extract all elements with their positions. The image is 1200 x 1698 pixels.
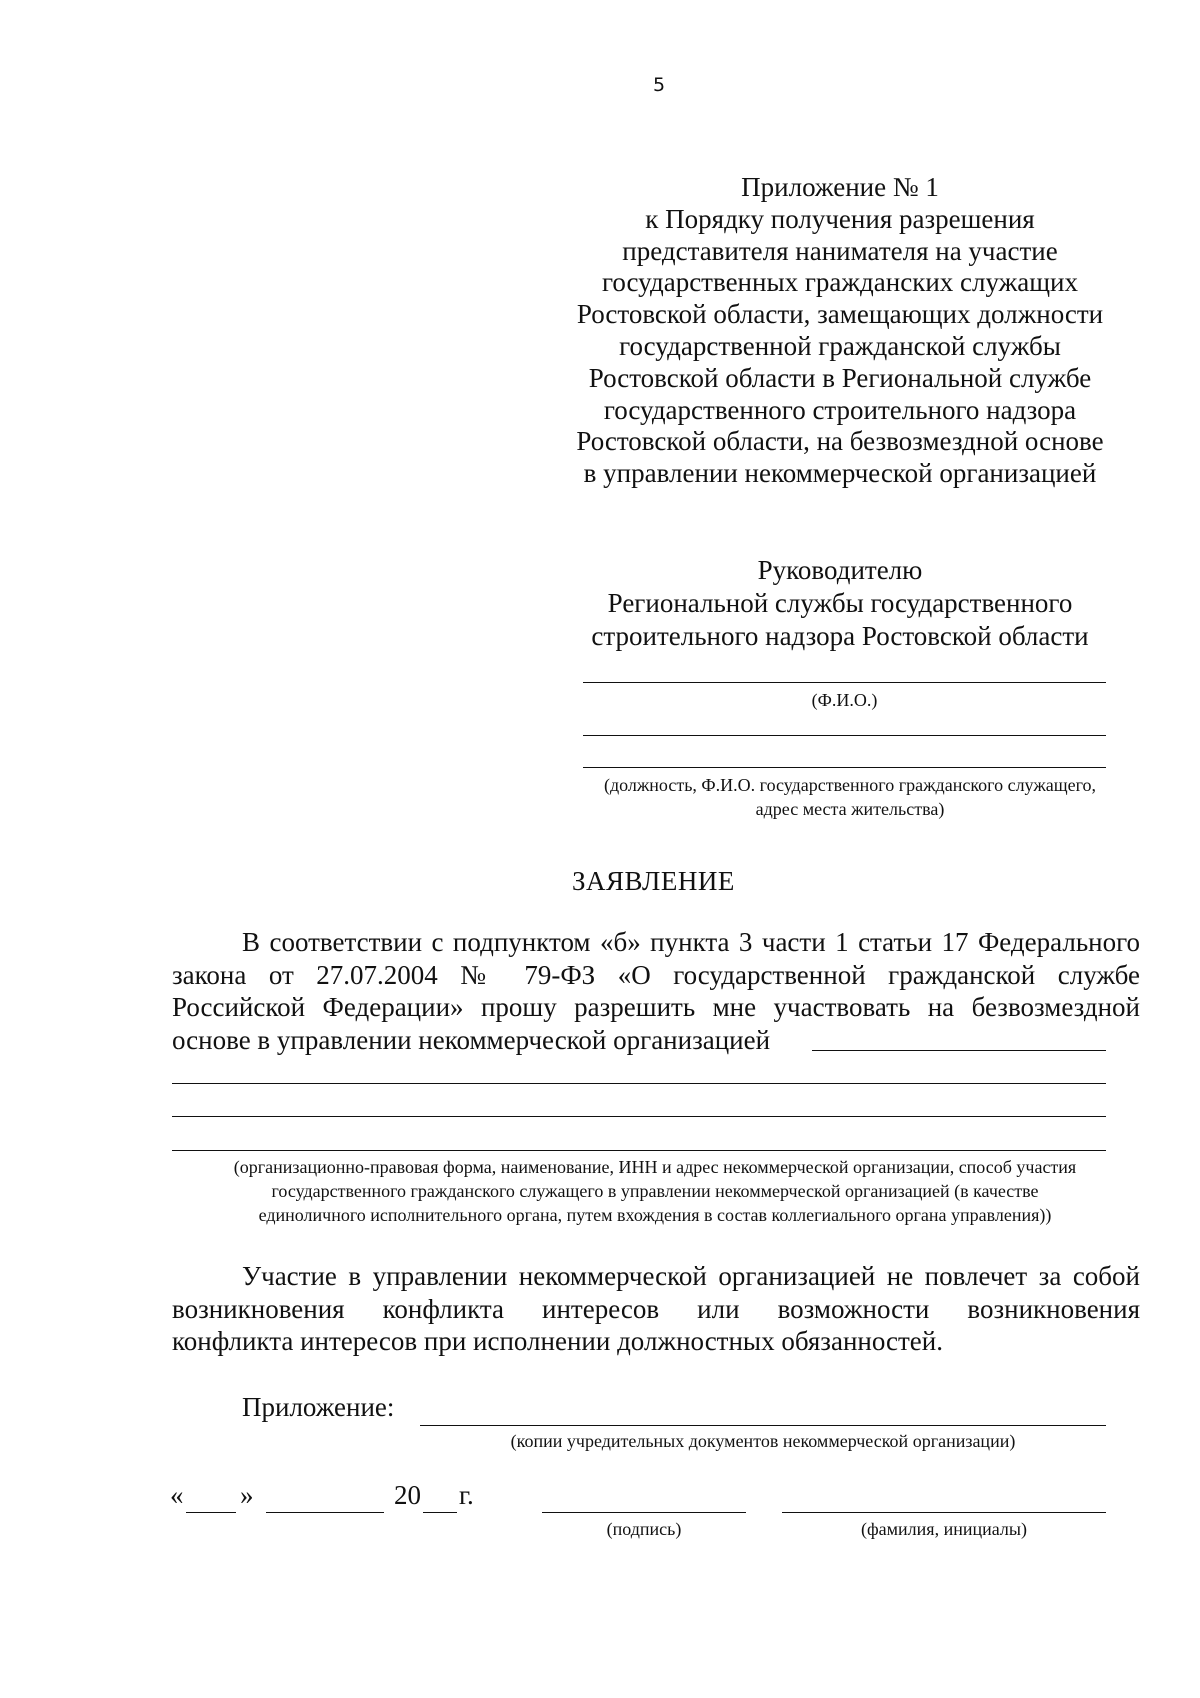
name-caption: (фамилия, инициалы)	[861, 1519, 1027, 1539]
organization-caption: государственного гражданского служащего в управлении некоммерческой организацией (в качестве	[271, 1181, 1039, 1201]
no-conflict-paragraph	[172, 1260, 1140, 1358]
paragraph-line: закона от 27.07.2004 № 79-ФЗ «О государственной гражданской службе	[172, 959, 1140, 990]
date-quote-close: »	[240, 1480, 254, 1510]
paragraph-line: Российской Федерации» прошу разрешить мне участвовать на безвозмездной	[172, 992, 1140, 1022]
attachment-blank-line[interactable]	[420, 1425, 1106, 1426]
applicant-caption: адрес места жительства)	[755, 799, 945, 819]
attachment-caption: (копии учредительных документов некоммерческой организации)	[510, 1431, 1016, 1451]
page-number: 5	[652, 74, 666, 96]
date-year-suffix: г.	[459, 1480, 474, 1510]
appendix-line: к Порядку получения разрешения	[645, 203, 1035, 234]
appendix-line: Приложение № 1	[741, 172, 939, 202]
date-quote-open: «	[170, 1480, 184, 1510]
appendix-line: Ростовской области в Региональной службе	[588, 362, 1092, 393]
applicant-blank-line[interactable]	[583, 767, 1106, 768]
addressee-line: Региональной службы государственного	[607, 588, 1073, 618]
paragraph-line: основе в управлении некоммерческой организацией	[172, 1024, 771, 1055]
addressee-line: строительного надзора Ростовской области	[591, 621, 1089, 651]
paragraph-line: В соответствии с подпунктом «б» пункта 3 части 1 статьи 17 Федерального	[242, 927, 1140, 957]
name-blank-line[interactable]	[782, 1512, 1106, 1513]
signature-caption: (подпись)	[606, 1519, 682, 1539]
date-day-blank[interactable]	[186, 1512, 236, 1513]
paragraph-line: возникновения конфликта интересов или возможности возникновения	[172, 1293, 1140, 1324]
organization-blank-line[interactable]	[172, 1116, 1106, 1117]
attachment-label: Приложение:	[242, 1392, 395, 1422]
applicant-blank-line[interactable]	[583, 735, 1106, 736]
organization-blank-line[interactable]	[812, 1050, 1106, 1051]
paragraph-line: конфликта интересов при исполнении должностных обязанностей.	[172, 1326, 943, 1356]
statement-paragraph	[172, 926, 1140, 1056]
paragraph-line: Участие в управлении некоммерческой организацией не повлечет за собой	[242, 1261, 1140, 1291]
date-month-blank[interactable]	[266, 1512, 384, 1513]
organization-caption: (организационно-правовая форма, наименование, ИНН и адрес некоммерческой организации, способ участия	[233, 1157, 1077, 1177]
organization-blank-line[interactable]	[172, 1150, 1106, 1151]
appendix-line: государственной гражданской службы	[619, 330, 1061, 361]
appendix-line: Ростовской области, замещающих должности	[576, 299, 1104, 330]
statement-title: ЗАЯВЛЕНИЕ	[572, 866, 735, 896]
organization-blank-line[interactable]	[172, 1083, 1106, 1084]
fio-caption: (Ф.И.О.)	[811, 690, 878, 710]
appendix-line: в управлении некоммерческой организацией	[583, 458, 1097, 489]
applicant-caption: (должность, Ф.И.О. государственного гражданского служащего,	[603, 775, 1097, 795]
appendix-line: Ростовской области, на безвозмездной основе	[576, 426, 1104, 457]
appendix-heading	[560, 172, 1120, 490]
date-year-blank[interactable]	[423, 1512, 457, 1513]
appendix-line: государственных гражданских служащих	[601, 267, 1079, 298]
fio-blank-line[interactable]	[583, 682, 1106, 683]
organization-caption: единоличного исполнительного органа, путем вхождения в состав коллегиального органа управления))	[258, 1205, 1052, 1225]
appendix-line: представителя нанимателя на участие	[622, 235, 1058, 266]
addressee-block	[560, 554, 1120, 653]
date-year-prefix: 20	[394, 1480, 421, 1510]
addressee-line: Руководителю	[757, 555, 923, 585]
signature-blank-line[interactable]	[542, 1512, 746, 1513]
appendix-line: государственного строительного надзора	[603, 394, 1077, 425]
